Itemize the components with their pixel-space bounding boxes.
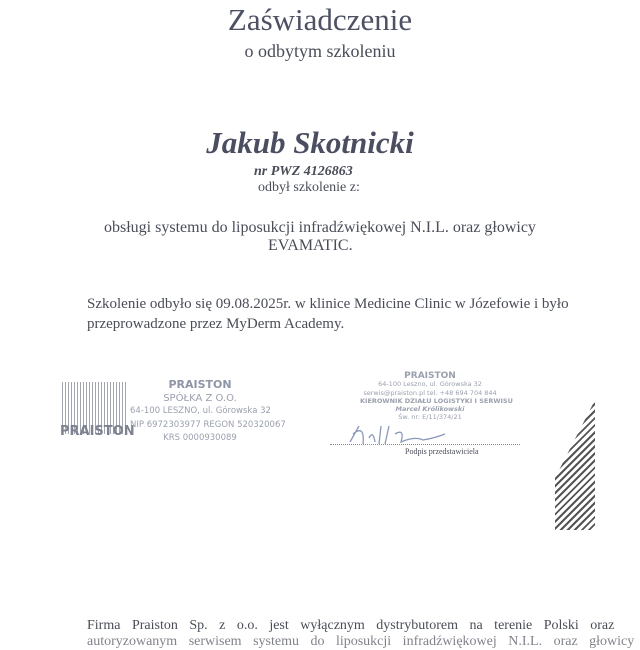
stamp-rep-company: PRAISTON (404, 371, 456, 381)
company-stamp (130, 378, 286, 446)
document-subtitle: o odbytym szkoleniu (244, 41, 396, 61)
footer-line-1: Firma Praiston Sp. z o.o. jest wyłącznym dystrybutorem na terenie Polski oraz (87, 618, 615, 633)
logo-text: PRAISTON (60, 424, 135, 439)
stamp-line: SPÓŁKA Z O.O. (163, 392, 237, 404)
stamp-line: KIEROWNIK DZIAŁU LOGISTYKI I SERWISU (360, 396, 513, 405)
stamp-line: serwis@praiston.pl tel. +48 694 704 844 (363, 388, 497, 397)
footer-line-2: autoryzowanym serwisem systemu do liposukcji infradźwiękowej N.I.L. oraz głowicy (87, 634, 635, 649)
pwz-number: nr PWZ 4126863 (254, 164, 353, 179)
stamp-line: Św. nr: E/11/374/21 (398, 413, 462, 422)
training-line-1: obsługi systemu do liposukcji infradźwiękowej N.I.L. oraz głowicy (104, 219, 536, 236)
corner-stripes-decoration (555, 400, 595, 530)
document-title: Zaświadczenie (227, 2, 413, 37)
stamp-line: NIP 6972303977 REGON 520320067 (130, 419, 286, 430)
stamp-company-name: PRAISTON (168, 378, 232, 391)
details-line-1: Szkolenie odbyło się 09.08.2025r. w klinice Medicine Clinic w Józefowie i było (87, 296, 569, 312)
stamp-line: 64-100 LESZNO, ul. Górowska 32 (130, 406, 271, 416)
stamp-line: Marcel Królikowski (395, 405, 465, 414)
stamp-line: 64-100 Leszno, ul. Górowska 32 (378, 380, 482, 389)
stamp-line: KRS 0000930089 (163, 433, 237, 443)
completed-label: odbył szkolenie z: (258, 180, 360, 195)
signature-line (330, 444, 520, 445)
participant-name: Jakub Skotnicki (206, 125, 414, 160)
representative-stamp (360, 371, 513, 422)
signature-label: Podpis przedstawiciela (405, 447, 479, 456)
details-line-2: przeprowadzone przez MyDerm Academy. (87, 316, 345, 332)
training-line-2: EVAMATIC. (268, 237, 353, 254)
